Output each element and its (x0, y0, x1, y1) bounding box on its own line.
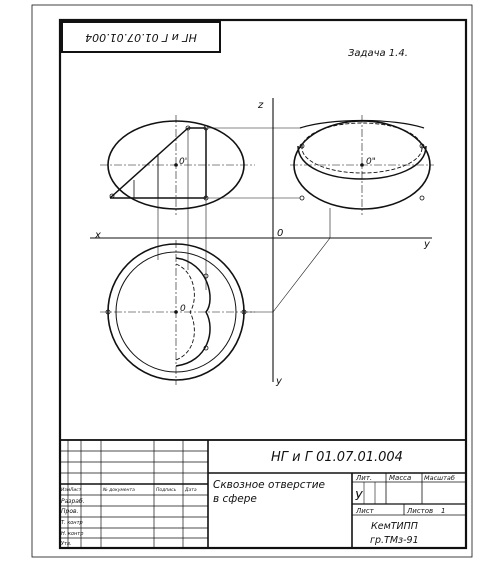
top-center-label: 0 (180, 304, 186, 314)
side-center-point (360, 163, 364, 167)
side-point (420, 196, 424, 200)
drawing-title-line2: в сфере (213, 493, 257, 505)
role-checker: Пров. (61, 508, 79, 515)
top-center-point (174, 310, 178, 314)
front-center-label: 0' (179, 157, 188, 167)
front-center-point (174, 163, 178, 167)
role-developer: Разраб. (61, 498, 85, 505)
sheets-value: 1 (441, 507, 446, 515)
col-scale-label: Масштаб (424, 474, 455, 482)
sheets-label: Листов (407, 507, 434, 515)
axis-y-right-label: y (424, 239, 430, 250)
drawing-title-line1: Сквозное отверстие (213, 479, 325, 491)
organization: КемТИПП (371, 521, 418, 532)
side-view (290, 115, 434, 215)
rev-header-sheet: Лист (70, 488, 82, 493)
rev-header-date: Дата (185, 488, 197, 493)
corner-stamp-text: НГ и Г 01.07.01.004 (85, 31, 197, 44)
title-block (60, 440, 466, 548)
axis-x-label: x (95, 230, 101, 241)
front-view (100, 115, 255, 215)
student-group: гр.ТМз-91 (370, 535, 419, 546)
task-label: Задача 1.4. (348, 48, 408, 59)
litera-value: У (355, 489, 363, 503)
role-approved: Утв. (61, 541, 72, 547)
rev-header-signature: Подпись (156, 488, 177, 493)
projection-lines (158, 128, 330, 312)
sheet-label: Лист (356, 507, 374, 515)
role-tech-control: Т. контр (61, 520, 83, 526)
axis-y-bottom-label: y (276, 376, 282, 387)
drawing-designation: НГ и Г 01.07.01.004 (271, 450, 403, 465)
side-point (300, 196, 304, 200)
axis-z-label: z (258, 100, 264, 111)
side-center-label: 0" (366, 157, 376, 167)
rev-header-doc: № документа (103, 488, 135, 493)
col-litera-label: Лит. (356, 474, 373, 482)
rev-header-change: Изм (61, 488, 71, 493)
role-norm-control: Н. контр (61, 531, 84, 537)
col-mass-label: Масса (389, 474, 412, 482)
top-view (100, 240, 255, 385)
origin-label: 0 (277, 228, 284, 239)
